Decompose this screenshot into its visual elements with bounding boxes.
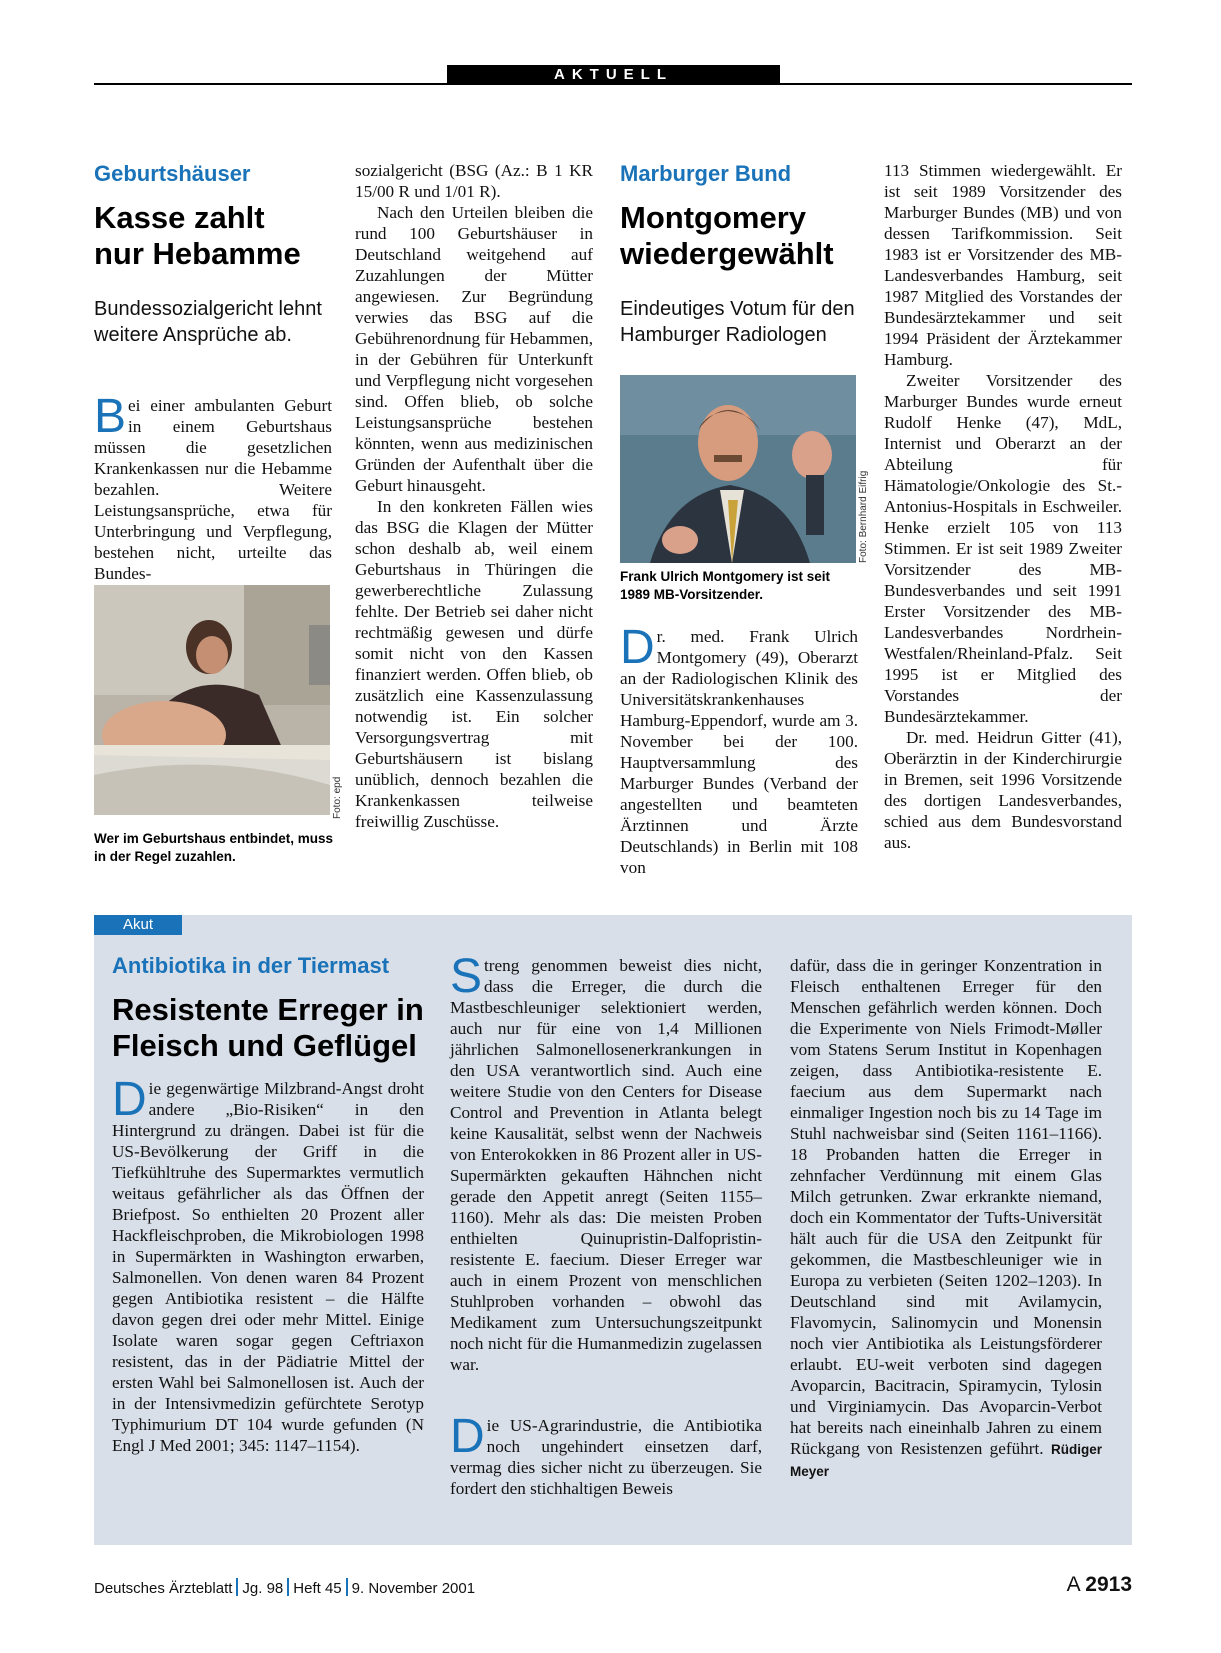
- box-kicker: Antibiotika in der Tiermast: [112, 953, 390, 978]
- footer: [94, 1578, 475, 1597]
- box-tag: Akut: [94, 915, 182, 935]
- article1-col1: Bei einer ambulanten Geburt in einem Geburtshaus müssen die gesetzlichen Krankenkassen nur die Hebamme bezahlen. Weitere Leistungsansprüche, etwa für Unterbringung und Verpflegung, bestehen nicht, urteilte das Bundes-: [94, 390, 332, 583]
- article2-kicker: Marburger Bund: [620, 161, 792, 186]
- dropcap: D: [112, 1073, 147, 1126]
- section-label: AKTUELL: [447, 65, 780, 85]
- article2-dek: Eindeutiges Votum für den Hamburger Radiologen: [620, 298, 855, 346]
- box-col2-para2: Die US-Agrarindustrie, die Antibiotika noch ungehindert einsetzen darf, vermag dies sicher nicht zu überzeugen. Sie fordert den stichhaltigen Beweis: [450, 1410, 762, 1498]
- box-col1: Die gegenwärtige Milzbrand-Angst droht andere „Bio-Risiken“ in den Hintergrund zu drängen. Dabei ist für die US-Bevölkerung der Griff in die Tiefkühltruhe des Supermarktes vermutlich weitaus gefährlicher als das Öffnen der Briefpost. So enthielten 20 Prozent aller Hackfleischproben, die Mikrobiologen 1998 in Supermärkten in Washington erwarben, Salmonellen. Von denen waren 84 Prozent gegen Antibiotika resistent – die Hälfte davon gegen drei oder mehr Mittel. Einige Isolate waren sogar gegen Ceftriaxon resistent, das in der Pädiatrie Mittel der ersten Wahl bei Salmonellosen ist. Auch der in der Intensivmedizin gefürchtete Serotyp Typhimurium DT 104 wurde gefunden (N Engl J Med 2001; 345: 1147–1154).: [112, 1073, 424, 1455]
- article1-kicker: Geburtshäuser: [94, 161, 251, 186]
- dropcap: D: [620, 621, 655, 674]
- article2-col1: Dr. med. Frank Ulrich Montgomery (49), Oberarzt an der Radiologischen Klinik des Universitätskrankenhauses Hamburg-Eppendorf, wurde am 3. November bei der 100. Hauptversammlung des Marburger Bundes (Verband der angestellten und beamteten Ärztinnen und Ärzte Deutschlands) in Berlin mit 108 von: [620, 621, 858, 877]
- article1-caption: Wer im Geburtshaus entbindet, muss in der Regel zuzahlen.: [94, 831, 334, 864]
- article2-caption: Frank Ulrich Montgomery ist seit 1989 MB-Vorsitzender.: [620, 569, 831, 602]
- article2-col2: 113 Stimmen wiedergewählt. Er ist seit 1989 Vorsitzender des Marburger Bundes (MB) und von dessen Tarifkommission. Seit 1983 ist er Vorsitzender des MB-Landesverbandes Hamburg, seit 1987 Mitglied des Vorstandes der Bundesärztekammer und seit 1994 Präsident der Ärztekammer Hamburg. Zweiter Vorsitzender des Marburger Bundes wurde erneut Rudolf Henke (47), MdL, Internist und Oberarzt an der Abteilung für Hämatologie/Onkologie des St.-Antonius-Hospitals in Eschweiler. Henke erzielt 105 von 113 Stimmen. Er ist seit 1989 Zweiter Vorsitzender des MB-Bundesverbandes und seit 1991 Erster Vorsitzender des MB-Landesverbandes Nordrhein-Westfalen/Rheinland-Pfalz. Seit 1995 ist er Mitglied des Vorstandes der Bundesärztekammer. Dr. med. Heidrun Gitter (41), Oberärztin in der Kinderchirurgie in Bremen, seit 1996 Vorsitzende des dortigen Landesverbandes, schied aus dem Bundesvorstand aus.: [884, 161, 1122, 852]
- journal-name: Deutsches Ärzteblatt: [94, 1580, 233, 1597]
- page-number: A 2913: [1066, 1573, 1132, 1596]
- photo-credit: Foto: Bernhard Eifrig: [858, 470, 869, 563]
- article1-title: Kasse zahlt nur Hebamme: [94, 200, 301, 271]
- montgomery-photo: [620, 375, 856, 563]
- dropcap: S: [450, 950, 483, 1003]
- dropcap: D: [450, 1410, 485, 1463]
- box-title: Resistente Erreger in Fleisch und Geflügel: [112, 992, 424, 1063]
- issue-date: 9. November 2001: [351, 1580, 476, 1597]
- article1-dek: Bundessozialgericht lehnt weitere Ansprüche ab.: [94, 298, 322, 346]
- box-col2: Streng genommen beweist dies nicht, dass die Erreger, die durch die Mastbeschleuniger selektioniert werden, auch nur für eine von 1,4 Millionen jährlichen Salmonellosenerkrankungen in den USA verantwortlich sind. Auch eine weitere Studie von den Centers for Disease Control and Prevention in Atlanta belegt keine Kausalität, selbst wenn der Nachweis von Enterokokken in 86 Prozent aller in US-Supermärkten gekauften Hähnchen nicht gerade den Appetit anregt (Seiten 1155–1160). Mehr als das: Die meisten Proben enthielten Quinupristin-Dalfopristin-resistente E. faecium. Dieser Erreger war auch in einem Prozent von menschlichen Stuhlproben vorhanden – obwohl das Medikament zum Untersuchungszeitpunkt noch nicht für die Humanmedizin zugelassen war.: [450, 950, 762, 1374]
- article1-col2: sozialgericht (BSG (Az.: B 1 KR 15/00 R und 1/01 R). Nach den Urteilen bleiben die rund 100 Geburtshäuser in Deutschland weitgehend auf Zuzahlungen der Mütter angewiesen. Zur Begründung verwies das BSG auf die Gebührenordnung für Hebammen, in der Gebühren für Unterkunft und Verpflegung nicht vorgesehen sind. Offen blieb, ob solche Leistungsansprüche bestehen könnten, wenn aus medizinischen Gründen der Aufenthalt über die Geburt hinausgeht. In den konkreten Fällen wies das BSG die Klagen der Mütter schon deshalb ab, weil einem Geburtshaus in Thüringen die gewerberechtliche Zulassung fehlte. Der Betrieb sei daher nicht rechtmäßig gewesen und dürfe somit nicht von den Kassen finanziert werden. Offen blieb, ob zusätzlich eine Kassenzulassung notwendig ist. Ein solcher Versorgungsvertrag mit Geburtshäusern ist bislang unüblich, dennoch bezahlen die Krankenkassen teilweise freiwillig Zuschüsse.: [355, 161, 593, 831]
- box-col3: dafür, dass die in geringer Konzentration in Fleisch enthaltenen Erreger für den Menschen gefährlich werden können. Doch die Experimente von Niels Frimodt-Møller vom Statens Serum Institut in Kopenhagen zeigen, dass Antibiotika-resistente E. faecium aus dem Supermarkt nach einmaliger Ingestion noch bis zu 14 Tage im Stuhl nachweisbar sind (Seiten 1161–1166). 18 Probanden hatten die Erreger in zehnfacher Verdünnung mit einem Glas Milch getrunken. Zwar erkrankte niemand, doch ein Kommentator der Tufts-Universität hält auch für die USA den Zeitpunkt für gekommen, die Mastbeschleuniger wie in Europa zu verbieten (Seiten 1202–1203). In Deutschland sind mit Avilamycin, Flavomycin, Salinomycin und Monensin noch vier Antibiotika als Leistungsförderer erlaubt. EU-weit verboten sind dagegen Avoparcin, Bacitracin, Spiramycin, Tylosin und Virginiamycin. Das Avoparcin-Verbot hat bereits nach eineinhalb Jahren zu einem Rückgang von Resistenzen geführt. Rüdiger Meyer: [790, 956, 1102, 1479]
- geburtshaus-photo: [94, 585, 330, 815]
- volume: Jg. 98: [242, 1580, 284, 1597]
- author-byline: Rüdiger Meyer: [790, 1442, 1102, 1479]
- photo-credit: Foto: epd: [332, 776, 343, 819]
- issue: Heft 45: [293, 1580, 342, 1597]
- dropcap: B: [94, 390, 127, 443]
- article2-title: Montgomery wiedergewählt: [620, 200, 834, 271]
